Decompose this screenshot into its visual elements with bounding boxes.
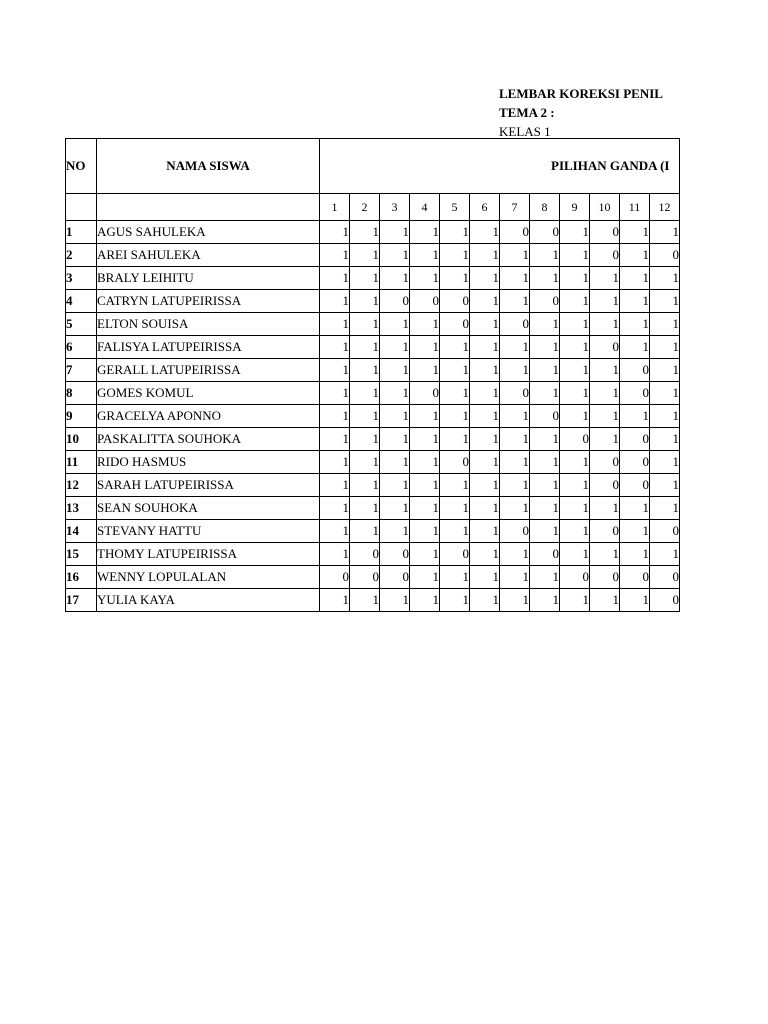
score-cell[interactable]: 1 (560, 589, 590, 612)
col-header-multiple-choice: PILIHAN GANDA (I (320, 139, 680, 194)
score-cell[interactable]: 1 (380, 451, 410, 474)
score-cell[interactable]: 1 (620, 267, 650, 290)
question-number-9: 9 (560, 194, 590, 221)
score-cell[interactable]: 1 (560, 474, 590, 497)
score-cell[interactable]: 1 (350, 428, 380, 451)
student-name-cell[interactable]: SARAH LATUPEIRISSA (97, 474, 320, 497)
score-cell[interactable]: 0 (620, 382, 650, 405)
score-cell[interactable]: 0 (530, 221, 560, 244)
score-cell[interactable]: 0 (530, 405, 560, 428)
score-cell[interactable]: 0 (590, 474, 620, 497)
score-cell[interactable]: 0 (380, 543, 410, 566)
score-cell[interactable]: 1 (380, 589, 410, 612)
score-cell[interactable]: 1 (350, 359, 380, 382)
score-cell[interactable]: 1 (500, 566, 530, 589)
score-cell[interactable]: 1 (530, 589, 560, 612)
table-row (66, 359, 680, 382)
col-header-no: NO (66, 139, 97, 194)
table-row (66, 474, 680, 497)
score-cell[interactable]: 1 (470, 313, 500, 336)
score-cell[interactable]: 1 (410, 313, 440, 336)
score-cell[interactable]: 0 (590, 566, 620, 589)
score-cell[interactable]: 0 (500, 221, 530, 244)
score-cell[interactable]: 1 (650, 336, 680, 359)
score-cell[interactable]: 1 (320, 451, 350, 474)
score-cell[interactable]: 1 (440, 244, 470, 267)
row-number[interactable]: 6 (66, 336, 97, 359)
row-number[interactable]: 7 (66, 359, 97, 382)
score-cell[interactable]: 1 (410, 267, 440, 290)
student-name-cell[interactable]: RIDO HASMUS (97, 451, 320, 474)
score-cell[interactable]: 1 (650, 382, 680, 405)
score-cell[interactable]: 0 (500, 313, 530, 336)
table-row (66, 290, 680, 313)
student-name-cell[interactable]: AREI SAHULEKA (97, 244, 320, 267)
score-cell[interactable]: 0 (620, 359, 650, 382)
sheet-title-block (499, 84, 663, 141)
score-cell[interactable]: 1 (620, 313, 650, 336)
score-cell[interactable]: 1 (440, 428, 470, 451)
score-cell[interactable]: 1 (560, 405, 590, 428)
score-cell[interactable]: 0 (410, 382, 440, 405)
row-number[interactable]: 15 (66, 543, 97, 566)
score-cell[interactable]: 0 (350, 566, 380, 589)
score-cell[interactable]: 1 (320, 520, 350, 543)
row-number[interactable]: 4 (66, 290, 97, 313)
score-cell[interactable]: 1 (560, 313, 590, 336)
score-cell[interactable]: 1 (320, 543, 350, 566)
row-number[interactable]: 10 (66, 428, 97, 451)
score-cell[interactable]: 1 (650, 451, 680, 474)
score-cell[interactable]: 1 (320, 359, 350, 382)
score-cell[interactable]: 1 (620, 336, 650, 359)
score-cell[interactable]: 1 (560, 543, 590, 566)
score-cell[interactable]: 1 (530, 382, 560, 405)
score-cell[interactable]: 1 (530, 336, 560, 359)
score-cell[interactable]: 0 (350, 543, 380, 566)
score-cell[interactable]: 1 (320, 336, 350, 359)
score-cell[interactable]: 1 (410, 520, 440, 543)
score-cell[interactable]: 1 (380, 267, 410, 290)
question-number-10: 10 (590, 194, 620, 221)
score-cell[interactable]: 1 (590, 267, 620, 290)
score-cell[interactable]: 0 (440, 451, 470, 474)
table-row (66, 405, 680, 428)
score-cell[interactable]: 1 (590, 382, 620, 405)
score-cell[interactable]: 1 (500, 428, 530, 451)
score-cell[interactable]: 1 (620, 497, 650, 520)
score-cell[interactable]: 0 (620, 566, 650, 589)
table-row (66, 428, 680, 451)
table-row (66, 313, 680, 336)
score-cell[interactable]: 0 (620, 451, 650, 474)
score-cell[interactable]: 0 (380, 566, 410, 589)
score-cell[interactable]: 1 (320, 221, 350, 244)
score-cell[interactable]: 0 (530, 543, 560, 566)
score-cell[interactable]: 1 (650, 474, 680, 497)
score-cell[interactable]: 1 (470, 221, 500, 244)
score-cell[interactable]: 1 (350, 382, 380, 405)
score-cell[interactable]: 1 (350, 589, 380, 612)
score-cell[interactable]: 1 (350, 290, 380, 313)
student-name-cell[interactable]: SEAN SOUHOKA (97, 497, 320, 520)
score-cell[interactable]: 1 (350, 451, 380, 474)
score-cell[interactable]: 1 (530, 451, 560, 474)
score-cell[interactable]: 1 (410, 474, 440, 497)
row-number[interactable]: 12 (66, 474, 97, 497)
row-number[interactable]: 9 (66, 405, 97, 428)
score-cell[interactable]: 1 (320, 589, 350, 612)
score-cell[interactable]: 1 (470, 405, 500, 428)
score-cell[interactable]: 1 (410, 566, 440, 589)
score-cell[interactable]: 1 (440, 221, 470, 244)
score-cell[interactable]: 1 (620, 543, 650, 566)
score-cell[interactable]: 1 (530, 428, 560, 451)
score-cell[interactable]: 1 (410, 405, 440, 428)
student-name-cell[interactable]: GOMES KOMUL (97, 382, 320, 405)
score-cell[interactable]: 1 (560, 221, 590, 244)
score-cell[interactable]: 1 (530, 313, 560, 336)
row-number[interactable]: 2 (66, 244, 97, 267)
question-number-5: 5 (440, 194, 470, 221)
score-cell[interactable]: 1 (350, 313, 380, 336)
score-cell[interactable]: 1 (320, 405, 350, 428)
score-cell[interactable]: 1 (530, 359, 560, 382)
score-cell[interactable]: 1 (410, 221, 440, 244)
score-cell[interactable]: 1 (560, 451, 590, 474)
question-number-6: 6 (470, 194, 500, 221)
question-number-3: 3 (380, 194, 410, 221)
class-label: KELAS 1 (499, 124, 551, 139)
score-cell[interactable]: 1 (470, 290, 500, 313)
student-name-cell[interactable]: PASKALITTA SOUHOKA (97, 428, 320, 451)
score-cell[interactable]: 1 (470, 497, 500, 520)
question-number-12: 12 (650, 194, 680, 221)
score-cell[interactable]: 1 (470, 336, 500, 359)
question-number-11: 11 (620, 194, 650, 221)
score-cell[interactable]: 1 (650, 221, 680, 244)
table-row (66, 244, 680, 267)
score-cell[interactable]: 1 (380, 359, 410, 382)
table-row (66, 267, 680, 290)
score-cell[interactable]: 1 (560, 336, 590, 359)
table-row (66, 221, 680, 244)
question-number-8: 8 (530, 194, 560, 221)
student-name-cell[interactable]: ELTON SOUISA (97, 313, 320, 336)
score-cell[interactable]: 0 (560, 566, 590, 589)
student-name-cell[interactable]: THOMY LATUPEIRISSA (97, 543, 320, 566)
student-name-cell[interactable]: YULIA KAYA (97, 589, 320, 612)
score-cell[interactable]: 1 (500, 474, 530, 497)
row-number[interactable]: 5 (66, 313, 97, 336)
score-cell[interactable]: 1 (620, 520, 650, 543)
score-cell[interactable]: 1 (650, 497, 680, 520)
score-cell[interactable]: 1 (560, 520, 590, 543)
score-cell[interactable]: 1 (320, 474, 350, 497)
score-cell[interactable]: 0 (560, 428, 590, 451)
score-cell[interactable]: 0 (380, 290, 410, 313)
row-number[interactable]: 13 (66, 497, 97, 520)
score-cell[interactable]: 1 (350, 267, 380, 290)
score-cell[interactable]: 1 (440, 520, 470, 543)
score-cell[interactable]: 1 (500, 543, 530, 566)
table-row (66, 497, 680, 520)
score-cell[interactable]: 0 (650, 244, 680, 267)
score-cell[interactable]: 1 (650, 428, 680, 451)
score-cell[interactable]: 0 (500, 520, 530, 543)
question-number-2: 2 (350, 194, 380, 221)
score-cell[interactable]: 1 (470, 474, 500, 497)
score-cell[interactable]: 1 (470, 589, 500, 612)
score-cell[interactable]: 1 (560, 244, 590, 267)
sheet-title: LEMBAR KOREKSI PENIL (499, 86, 663, 101)
table-row (66, 451, 680, 474)
student-name-cell[interactable]: BRALY LEIHITU (97, 267, 320, 290)
score-cell[interactable]: 0 (440, 543, 470, 566)
score-cell[interactable]: 1 (440, 359, 470, 382)
score-cell[interactable]: 1 (320, 313, 350, 336)
question-number-1: 1 (320, 194, 350, 221)
header-row (66, 139, 680, 194)
score-cell[interactable]: 1 (410, 543, 440, 566)
student-name-cell[interactable]: GERALL LATUPEIRISSA (97, 359, 320, 382)
student-name-cell[interactable]: WENNY LOPULALAN (97, 566, 320, 589)
score-cell[interactable]: 1 (380, 244, 410, 267)
score-table (65, 138, 680, 612)
score-cell[interactable]: 1 (380, 382, 410, 405)
student-name-cell[interactable]: GRACELYA APONNO (97, 405, 320, 428)
student-name-cell[interactable]: FALISYA LATUPEIRISSA (97, 336, 320, 359)
score-cell[interactable]: 1 (440, 405, 470, 428)
score-cell[interactable]: 1 (500, 497, 530, 520)
score-cell[interactable]: 1 (350, 336, 380, 359)
score-cell[interactable]: 1 (590, 313, 620, 336)
score-cell[interactable]: 1 (650, 313, 680, 336)
score-cell[interactable]: 1 (650, 290, 680, 313)
score-cell[interactable]: 1 (410, 336, 440, 359)
score-cell[interactable]: 1 (560, 267, 590, 290)
score-cell[interactable]: 1 (320, 382, 350, 405)
score-cell[interactable]: 1 (440, 497, 470, 520)
score-cell[interactable]: 1 (620, 244, 650, 267)
score-cell[interactable]: 1 (410, 244, 440, 267)
score-cell[interactable]: 1 (320, 244, 350, 267)
score-cell[interactable]: 0 (650, 566, 680, 589)
student-name-cell[interactable]: CATRYN LATUPEIRISSA (97, 290, 320, 313)
score-cell[interactable]: 1 (320, 267, 350, 290)
table-row (66, 543, 680, 566)
score-cell[interactable]: 1 (350, 221, 380, 244)
score-cell[interactable]: 1 (380, 313, 410, 336)
score-cell[interactable]: 1 (350, 244, 380, 267)
score-cell[interactable]: 1 (530, 520, 560, 543)
student-name-cell[interactable]: AGUS SAHULEKA (97, 221, 320, 244)
score-cell[interactable]: 1 (410, 589, 440, 612)
score-cell[interactable]: 1 (470, 451, 500, 474)
score-cell[interactable]: 1 (650, 359, 680, 382)
score-cell[interactable]: 1 (560, 359, 590, 382)
score-cell[interactable]: 1 (590, 290, 620, 313)
score-cell[interactable]: 0 (440, 290, 470, 313)
score-cell[interactable]: 1 (650, 267, 680, 290)
score-cell[interactable]: 1 (320, 428, 350, 451)
score-cell[interactable]: 1 (410, 428, 440, 451)
score-cell[interactable]: 0 (590, 336, 620, 359)
score-cell[interactable]: 0 (590, 451, 620, 474)
score-cell[interactable]: 1 (410, 359, 440, 382)
table-row (66, 566, 680, 589)
score-cell[interactable]: 0 (620, 474, 650, 497)
score-cell[interactable]: 1 (380, 428, 410, 451)
score-cell[interactable]: 1 (650, 543, 680, 566)
row-number[interactable]: 1 (66, 221, 97, 244)
score-cell[interactable]: 1 (410, 451, 440, 474)
theme-label: TEMA 2 : (499, 105, 555, 120)
score-cell[interactable]: 1 (590, 589, 620, 612)
score-cell[interactable]: 1 (500, 405, 530, 428)
row-number[interactable]: 11 (66, 451, 97, 474)
student-name-cell[interactable]: STEVANY HATTU (97, 520, 320, 543)
score-cell[interactable]: 0 (320, 566, 350, 589)
blank-cell (66, 194, 97, 221)
score-cell[interactable]: 1 (440, 267, 470, 290)
score-cell[interactable]: 1 (350, 405, 380, 428)
score-cell[interactable]: 0 (440, 313, 470, 336)
score-cell[interactable]: 0 (650, 589, 680, 612)
row-number[interactable]: 14 (66, 520, 97, 543)
question-number-4: 4 (410, 194, 440, 221)
score-cell[interactable]: 1 (350, 474, 380, 497)
score-cell[interactable]: 1 (530, 497, 560, 520)
score-cell[interactable]: 1 (650, 405, 680, 428)
table-row (66, 520, 680, 543)
score-cell[interactable]: 1 (590, 428, 620, 451)
table-row (66, 382, 680, 405)
score-cell[interactable]: 1 (470, 267, 500, 290)
score-cell[interactable]: 1 (620, 589, 650, 612)
score-cell[interactable]: 1 (620, 405, 650, 428)
score-cell[interactable]: 1 (470, 520, 500, 543)
row-number[interactable]: 17 (66, 589, 97, 612)
score-cell[interactable]: 1 (380, 405, 410, 428)
col-header-name: NAMA SISWA (97, 139, 320, 194)
score-cell[interactable]: 0 (650, 520, 680, 543)
score-cell[interactable]: 1 (560, 290, 590, 313)
score-cell[interactable]: 1 (380, 221, 410, 244)
score-cell[interactable]: 1 (530, 244, 560, 267)
score-cell[interactable]: 1 (590, 359, 620, 382)
score-cell[interactable]: 0 (590, 244, 620, 267)
score-cell[interactable]: 1 (320, 497, 350, 520)
table-row (66, 336, 680, 359)
table-row (66, 589, 680, 612)
score-cell[interactable]: 1 (500, 589, 530, 612)
score-cell[interactable]: 1 (500, 336, 530, 359)
score-cell[interactable]: 1 (440, 474, 470, 497)
score-cell[interactable]: 1 (530, 267, 560, 290)
score-cell[interactable]: 1 (380, 474, 410, 497)
score-cell[interactable]: 1 (350, 497, 380, 520)
score-cell[interactable]: 1 (380, 497, 410, 520)
score-cell[interactable]: 1 (530, 566, 560, 589)
score-cell[interactable]: 1 (500, 290, 530, 313)
score-cell[interactable]: 0 (590, 221, 620, 244)
question-number-row (66, 194, 680, 221)
score-cell[interactable]: 1 (470, 244, 500, 267)
score-cell[interactable]: 1 (590, 405, 620, 428)
score-cell[interactable]: 1 (380, 336, 410, 359)
score-cell[interactable]: 1 (620, 290, 650, 313)
score-cell[interactable]: 0 (620, 428, 650, 451)
score-cell[interactable]: 1 (470, 428, 500, 451)
score-cell[interactable]: 1 (530, 474, 560, 497)
score-cell[interactable]: 1 (440, 336, 470, 359)
score-cell[interactable]: 1 (470, 359, 500, 382)
question-number-7: 7 (500, 194, 530, 221)
score-cell[interactable]: 1 (410, 497, 440, 520)
score-cell[interactable]: 0 (500, 382, 530, 405)
score-cell[interactable]: 1 (560, 497, 590, 520)
blank-cell (97, 194, 320, 221)
score-cell[interactable]: 1 (470, 382, 500, 405)
row-number[interactable]: 3 (66, 267, 97, 290)
score-cell[interactable]: 1 (470, 566, 500, 589)
row-number[interactable]: 8 (66, 382, 97, 405)
score-cell[interactable]: 1 (440, 382, 470, 405)
score-cell[interactable]: 1 (590, 543, 620, 566)
score-cell[interactable]: 1 (590, 497, 620, 520)
score-cell[interactable]: 1 (320, 290, 350, 313)
score-cell[interactable]: 1 (440, 566, 470, 589)
score-cell[interactable]: 1 (500, 359, 530, 382)
score-cell[interactable]: 1 (470, 543, 500, 566)
score-cell[interactable]: 1 (500, 244, 530, 267)
row-number[interactable]: 16 (66, 566, 97, 589)
score-cell[interactable]: 1 (500, 267, 530, 290)
score-cell[interactable]: 1 (620, 221, 650, 244)
score-cell[interactable]: 1 (440, 589, 470, 612)
score-cell[interactable]: 1 (560, 382, 590, 405)
score-cell[interactable]: 0 (410, 290, 440, 313)
score-cell[interactable]: 1 (350, 520, 380, 543)
score-cell[interactable]: 0 (530, 290, 560, 313)
score-cell[interactable]: 1 (380, 520, 410, 543)
score-cell[interactable]: 1 (500, 451, 530, 474)
score-cell[interactable]: 0 (590, 520, 620, 543)
